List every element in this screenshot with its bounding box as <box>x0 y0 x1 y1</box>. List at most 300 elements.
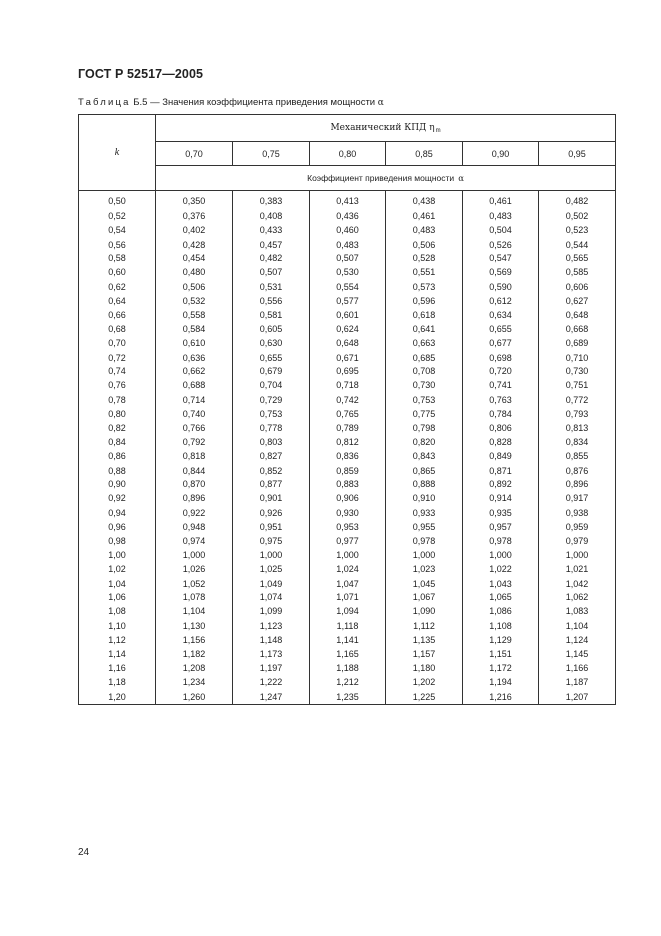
column-header: 0,85 <box>386 142 463 166</box>
coefficient-cell: 0,698 <box>463 351 539 366</box>
coefficient-cell: 0,601 <box>310 309 386 322</box>
coefficient-cell: 1,108 <box>463 619 539 634</box>
coefficient-cell: 0,740 <box>156 407 233 422</box>
table-row <box>79 378 616 393</box>
coefficient-cell: 1,123 <box>233 619 310 634</box>
coefficient-cell: 0,871 <box>463 464 539 479</box>
table-row <box>79 491 616 506</box>
coefficient-cell: 1,151 <box>463 648 539 661</box>
coefficient-cell: 0,789 <box>310 422 386 435</box>
coefficient-cell: 1,104 <box>156 604 233 619</box>
coefficient-cell: 1,094 <box>310 604 386 619</box>
table-row <box>79 506 616 521</box>
table-body <box>79 191 616 705</box>
coefficient-cell: 0,454 <box>156 252 233 265</box>
coefficient-cell: 0,859 <box>310 464 386 479</box>
coefficient-cell: 1,247 <box>233 690 310 705</box>
coefficient-cell: 0,935 <box>463 506 539 521</box>
table-row <box>79 675 616 690</box>
coefficient-cell: 0,720 <box>463 365 539 378</box>
k-value-cell: 0,76 <box>79 378 156 393</box>
k-value-cell: 0,68 <box>79 322 156 337</box>
coefficient-cell: 1,078 <box>156 591 233 604</box>
coefficient-cell: 1,042 <box>539 577 616 592</box>
coefficient-cell: 0,383 <box>233 191 310 209</box>
coefficient-cell: 0,648 <box>539 309 616 322</box>
page-number: 24 <box>78 847 90 858</box>
coefficient-cell: 0,865 <box>386 464 463 479</box>
coefficient-cell: 0,556 <box>233 294 310 309</box>
table-row <box>79 535 616 548</box>
coefficient-cell: 1,086 <box>463 604 539 619</box>
coefficient-cell: 0,483 <box>386 223 463 238</box>
k-value-cell: 0,62 <box>79 280 156 295</box>
k-value-cell: 1,16 <box>79 661 156 676</box>
table-row <box>79 322 616 337</box>
table-header <box>79 115 616 191</box>
coefficient-cell: 0,766 <box>156 422 233 435</box>
coefficient-cell: 0,436 <box>310 209 386 224</box>
coefficient-cell: 0,765 <box>310 407 386 422</box>
table-row <box>79 294 616 309</box>
coefficient-cell: 0,565 <box>539 252 616 265</box>
coefficient-cell: 0,482 <box>539 191 616 209</box>
coefficient-cell: 0,585 <box>539 265 616 280</box>
coefficient-cell: 1,188 <box>310 661 386 676</box>
coefficient-cell: 1,207 <box>539 690 616 705</box>
k-value-cell: 0,72 <box>79 351 156 366</box>
coefficient-cell: 0,793 <box>539 407 616 422</box>
coefficient-cell: 0,457 <box>233 238 310 253</box>
k-value-cell: 1,00 <box>79 548 156 563</box>
coefficient-cell: 0,938 <box>539 506 616 521</box>
table-row <box>79 435 616 450</box>
coefficient-cell: 0,729 <box>233 393 310 408</box>
table-row <box>79 365 616 378</box>
coefficient-cell: 1,187 <box>539 675 616 690</box>
coefficient-cell: 1,112 <box>386 619 463 634</box>
coefficient-cell: 0,438 <box>386 191 463 209</box>
k-value-cell: 0,92 <box>79 491 156 506</box>
coefficient-cell: 0,402 <box>156 223 233 238</box>
coefficient-cell: 0,883 <box>310 478 386 491</box>
document-title: ГОСТ Р 52517—2005 <box>78 67 204 81</box>
coefficient-cell: 0,677 <box>463 336 539 351</box>
caption-text: Б.5 — Значения коэффициента приведения мощности <box>130 97 378 108</box>
coefficient-cell: 0,627 <box>539 294 616 309</box>
k-value-cell: 1,04 <box>79 577 156 592</box>
column-header: 0,95 <box>539 142 616 166</box>
coefficient-cell: 1,047 <box>310 577 386 592</box>
coefficient-cell: 0,606 <box>539 280 616 295</box>
coefficient-cell: 0,618 <box>386 309 463 322</box>
group-header <box>156 115 616 142</box>
coefficient-cell: 1,118 <box>310 619 386 634</box>
table-row <box>79 548 616 563</box>
coefficient-cell: 0,685 <box>386 351 463 366</box>
coefficient-cell: 0,350 <box>156 191 233 209</box>
coefficient-cell: 1,024 <box>310 562 386 577</box>
coefficient-cell: 0,772 <box>539 393 616 408</box>
coefficient-cell: 0,596 <box>386 294 463 309</box>
group-header-subscript: m <box>435 128 441 134</box>
coefficient-cell: 0,977 <box>310 535 386 548</box>
coefficient-cell: 1,145 <box>539 648 616 661</box>
group-header-text: Механический КПД η <box>330 123 435 133</box>
coefficient-cell: 0,710 <box>539 351 616 366</box>
coefficient-cell: 0,433 <box>233 223 310 238</box>
coefficient-cell: 1,104 <box>539 619 616 634</box>
k-value-cell: 1,06 <box>79 591 156 604</box>
column-header: 0,80 <box>310 142 386 166</box>
coefficient-cell: 0,624 <box>310 322 386 337</box>
coefficient-cell: 0,530 <box>310 265 386 280</box>
coefficient-cell: 1,071 <box>310 591 386 604</box>
coefficient-cell: 0,741 <box>463 378 539 393</box>
row-header-k: k <box>79 115 156 191</box>
coefficient-cell: 0,605 <box>233 322 310 337</box>
coefficient-cell: 0,955 <box>386 520 463 535</box>
coefficient-cell: 0,507 <box>310 252 386 265</box>
coefficient-cell: 0,502 <box>539 209 616 224</box>
k-value-cell: 0,78 <box>79 393 156 408</box>
k-value-cell: 0,70 <box>79 336 156 351</box>
column-header: 0,90 <box>463 142 539 166</box>
coefficient-cell: 0,504 <box>463 223 539 238</box>
coefficient-cell: 1,023 <box>386 562 463 577</box>
coefficient-cell: 0,926 <box>233 506 310 521</box>
k-value-cell: 0,86 <box>79 449 156 464</box>
k-value-cell: 0,96 <box>79 520 156 535</box>
coefficient-cell: 1,022 <box>463 562 539 577</box>
coefficient-cell: 0,648 <box>310 336 386 351</box>
k-value-cell: 0,88 <box>79 464 156 479</box>
k-value-cell: 0,64 <box>79 294 156 309</box>
k-value-cell: 0,82 <box>79 422 156 435</box>
coefficient-cell: 1,129 <box>463 633 539 648</box>
coefficient-cell: 0,482 <box>233 252 310 265</box>
coefficient-cell: 0,917 <box>539 491 616 506</box>
k-value-cell: 0,58 <box>79 252 156 265</box>
coefficient-cell: 0,662 <box>156 365 233 378</box>
coefficient-cell: 0,910 <box>386 491 463 506</box>
coefficient-cell: 1,124 <box>539 633 616 648</box>
table-caption <box>78 97 384 108</box>
coefficient-cell: 0,784 <box>463 407 539 422</box>
coefficient-cell: 1,043 <box>463 577 539 592</box>
coefficient-cell: 0,460 <box>310 223 386 238</box>
table-row <box>79 407 616 422</box>
table-row <box>79 577 616 592</box>
coefficient-cell: 0,896 <box>539 478 616 491</box>
coefficient-cell: 0,523 <box>539 223 616 238</box>
coefficient-cell: 0,827 <box>233 449 310 464</box>
coefficient-cell: 1,083 <box>539 604 616 619</box>
coefficient-cell: 0,798 <box>386 422 463 435</box>
table-row <box>79 265 616 280</box>
coefficient-cell: 1,148 <box>233 633 310 648</box>
coefficient-cell: 1,157 <box>386 648 463 661</box>
coefficient-cell: 0,506 <box>386 238 463 253</box>
coefficient-cell: 0,461 <box>386 209 463 224</box>
k-value-cell: 1,20 <box>79 690 156 705</box>
coefficient-cell: 0,849 <box>463 449 539 464</box>
coefficient-cell: 0,844 <box>156 464 233 479</box>
k-value-cell: 1,02 <box>79 562 156 577</box>
table-row <box>79 336 616 351</box>
coefficient-cell: 0,428 <box>156 238 233 253</box>
coefficient-cell: 0,506 <box>156 280 233 295</box>
k-value-cell: 1,14 <box>79 648 156 661</box>
table-row <box>79 633 616 648</box>
coefficient-cell: 0,953 <box>310 520 386 535</box>
coefficient-cell: 0,930 <box>310 506 386 521</box>
coefficient-cell: 0,612 <box>463 294 539 309</box>
coefficient-cell: 0,584 <box>156 322 233 337</box>
coefficient-cell: 0,834 <box>539 435 616 450</box>
coefficient-cell: 0,792 <box>156 435 233 450</box>
k-value-cell: 0,66 <box>79 309 156 322</box>
table-row <box>79 191 616 209</box>
table-row <box>79 591 616 604</box>
coefficient-cell: 1,212 <box>310 675 386 690</box>
coefficient-cell: 0,634 <box>463 309 539 322</box>
coefficient-cell: 0,480 <box>156 265 233 280</box>
coefficient-cell: 1,090 <box>386 604 463 619</box>
coefficient-cell: 1,156 <box>156 633 233 648</box>
table-row <box>79 209 616 224</box>
coefficient-cell: 1,099 <box>233 604 310 619</box>
coefficient-cell: 0,852 <box>233 464 310 479</box>
coefficient-cell: 1,000 <box>233 548 310 563</box>
coefficient-cell: 0,876 <box>539 464 616 479</box>
coefficient-cell: 1,260 <box>156 690 233 705</box>
coefficient-cell: 0,547 <box>463 252 539 265</box>
coefficient-cell: 1,165 <box>310 648 386 661</box>
coefficient-cell: 1,049 <box>233 577 310 592</box>
coefficient-cell: 0,483 <box>463 209 539 224</box>
table-row <box>79 252 616 265</box>
coefficient-cell: 0,708 <box>386 365 463 378</box>
coefficient-cell: 0,689 <box>539 336 616 351</box>
coefficient-cell: 0,914 <box>463 491 539 506</box>
table-row <box>79 520 616 535</box>
coefficient-cell: 1,025 <box>233 562 310 577</box>
coefficient-cell: 0,812 <box>310 435 386 450</box>
coefficient-cell: 0,742 <box>310 393 386 408</box>
k-value-cell: 0,84 <box>79 435 156 450</box>
coefficient-cell: 0,820 <box>386 435 463 450</box>
coefficient-cell: 0,753 <box>386 393 463 408</box>
k-value-cell: 0,90 <box>79 478 156 491</box>
table-row <box>79 478 616 491</box>
coefficient-cell: 1,067 <box>386 591 463 604</box>
coefficient-cell: 1,234 <box>156 675 233 690</box>
coefficient-cell: 1,222 <box>233 675 310 690</box>
coefficient-cell: 0,663 <box>386 336 463 351</box>
column-header: 0,70 <box>156 142 233 166</box>
coefficient-cell: 0,679 <box>233 365 310 378</box>
coefficient-cell: 1,208 <box>156 661 233 676</box>
coefficient-cell: 0,655 <box>463 322 539 337</box>
coefficient-cell: 0,957 <box>463 520 539 535</box>
coefficient-cell: 0,569 <box>463 265 539 280</box>
coefficient-cell: 1,065 <box>463 591 539 604</box>
coefficient-cell: 0,413 <box>310 191 386 209</box>
coefficient-cell: 0,828 <box>463 435 539 450</box>
coefficient-cell: 0,978 <box>386 535 463 548</box>
coefficient-cell: 1,045 <box>386 577 463 592</box>
coefficient-cell: 0,558 <box>156 309 233 322</box>
coefficient-cell: 1,202 <box>386 675 463 690</box>
coefficient-cell: 1,182 <box>156 648 233 661</box>
coefficient-cell: 1,194 <box>463 675 539 690</box>
coefficient-cell: 0,641 <box>386 322 463 337</box>
coefficient-cell: 1,000 <box>539 548 616 563</box>
coefficient-cell: 0,581 <box>233 309 310 322</box>
k-value-cell: 1,10 <box>79 619 156 634</box>
coefficient-cell: 0,704 <box>233 378 310 393</box>
coefficient-cell: 0,461 <box>463 191 539 209</box>
coefficient-cell: 0,610 <box>156 336 233 351</box>
table-row <box>79 351 616 366</box>
coefficient-cell: 0,528 <box>386 252 463 265</box>
coefficient-cell: 0,573 <box>386 280 463 295</box>
coefficient-cell: 0,888 <box>386 478 463 491</box>
coefficient-cell: 0,655 <box>233 351 310 366</box>
coefficient-cell: 0,933 <box>386 506 463 521</box>
k-value-cell: 0,52 <box>79 209 156 224</box>
table-row <box>79 449 616 464</box>
table-row <box>79 648 616 661</box>
k-value-cell: 0,56 <box>79 238 156 253</box>
k-value-cell: 0,94 <box>79 506 156 521</box>
coefficient-cell: 0,979 <box>539 535 616 548</box>
k-value-cell: 0,74 <box>79 365 156 378</box>
coefficient-cell: 1,000 <box>463 548 539 563</box>
table-row <box>79 619 616 634</box>
coefficient-cell: 1,180 <box>386 661 463 676</box>
coefficient-cell: 1,197 <box>233 661 310 676</box>
coefficient-cell: 0,695 <box>310 365 386 378</box>
coefficient-cell: 0,896 <box>156 491 233 506</box>
table-row <box>79 238 616 253</box>
coefficient-cell: 0,730 <box>386 378 463 393</box>
table-row <box>79 604 616 619</box>
table-row <box>79 562 616 577</box>
coefficient-cell: 1,141 <box>310 633 386 648</box>
coefficient-cell: 0,806 <box>463 422 539 435</box>
coefficient-cell: 0,763 <box>463 393 539 408</box>
coefficient-cell: 0,718 <box>310 378 386 393</box>
coefficient-cell: 0,803 <box>233 435 310 450</box>
coefficient-cell: 1,074 <box>233 591 310 604</box>
coefficient-cell: 0,577 <box>310 294 386 309</box>
coefficient-cell: 1,000 <box>156 548 233 563</box>
coefficient-cell: 0,751 <box>539 378 616 393</box>
coefficient-cell: 0,507 <box>233 265 310 280</box>
coefficient-cell: 1,166 <box>539 661 616 676</box>
coefficient-cell: 1,021 <box>539 562 616 577</box>
coefficient-cell: 1,135 <box>386 633 463 648</box>
table-row <box>79 661 616 676</box>
k-value-cell: 1,18 <box>79 675 156 690</box>
coefficient-cell: 1,235 <box>310 690 386 705</box>
table-row <box>79 690 616 705</box>
coefficient-cell: 0,408 <box>233 209 310 224</box>
k-value-cell: 0,50 <box>79 191 156 209</box>
coefficient-cell: 1,216 <box>463 690 539 705</box>
coefficient-cell: 1,062 <box>539 591 616 604</box>
coefficient-cell: 0,668 <box>539 322 616 337</box>
coefficient-cell: 0,483 <box>310 238 386 253</box>
coefficient-cell: 0,532 <box>156 294 233 309</box>
coefficient-table <box>78 114 616 705</box>
coefficient-cell: 1,173 <box>233 648 310 661</box>
coefficient-cell: 0,636 <box>156 351 233 366</box>
coefficient-cell: 0,544 <box>539 238 616 253</box>
k-value-cell: 0,54 <box>79 223 156 238</box>
coefficient-cell: 0,526 <box>463 238 539 253</box>
coefficient-cell: 0,951 <box>233 520 310 535</box>
coefficient-cell: 0,870 <box>156 478 233 491</box>
table-row <box>79 393 616 408</box>
caption-prefix: Таблица <box>78 97 131 108</box>
column-header: 0,75 <box>233 142 310 166</box>
coefficient-cell: 0,978 <box>463 535 539 548</box>
coefficient-cell: 0,959 <box>539 520 616 535</box>
coefficient-cell: 0,753 <box>233 407 310 422</box>
coefficient-cell: 0,843 <box>386 449 463 464</box>
coefficient-cell: 1,000 <box>310 548 386 563</box>
coefficient-cell: 0,813 <box>539 422 616 435</box>
coefficient-cell: 0,551 <box>386 265 463 280</box>
coefficient-cell: 0,730 <box>539 365 616 378</box>
coefficient-cell: 0,630 <box>233 336 310 351</box>
subheader-text: Коэффициент приведения мощности <box>307 172 455 183</box>
coefficient-cell: 1,225 <box>386 690 463 705</box>
caption-symbol: α <box>377 98 384 108</box>
coefficient-cell: 1,026 <box>156 562 233 577</box>
coefficient-cell: 0,948 <box>156 520 233 535</box>
coefficient-cell: 0,590 <box>463 280 539 295</box>
k-value-cell: 1,08 <box>79 604 156 619</box>
coefficient-cell: 0,376 <box>156 209 233 224</box>
coefficient-cell: 0,855 <box>539 449 616 464</box>
coefficient-cell: 1,130 <box>156 619 233 634</box>
coefficient-cell: 0,775 <box>386 407 463 422</box>
coefficient-cell: 1,000 <box>386 548 463 563</box>
table-row <box>79 223 616 238</box>
table-row <box>79 280 616 295</box>
k-value-cell: 0,98 <box>79 535 156 548</box>
coefficient-subheader <box>156 166 616 191</box>
k-value-cell: 0,80 <box>79 407 156 422</box>
coefficient-cell: 0,671 <box>310 351 386 366</box>
coefficient-cell: 0,554 <box>310 280 386 295</box>
coefficient-cell: 0,877 <box>233 478 310 491</box>
coefficient-cell: 0,975 <box>233 535 310 548</box>
k-value-cell: 1,12 <box>79 633 156 648</box>
subheader-symbol: α <box>458 173 464 184</box>
coefficient-cell: 0,974 <box>156 535 233 548</box>
coefficient-cell: 0,906 <box>310 491 386 506</box>
table-row <box>79 422 616 435</box>
coefficient-cell: 0,922 <box>156 506 233 521</box>
coefficient-cell: 0,714 <box>156 393 233 408</box>
table-row <box>79 309 616 322</box>
coefficient-cell: 0,892 <box>463 478 539 491</box>
